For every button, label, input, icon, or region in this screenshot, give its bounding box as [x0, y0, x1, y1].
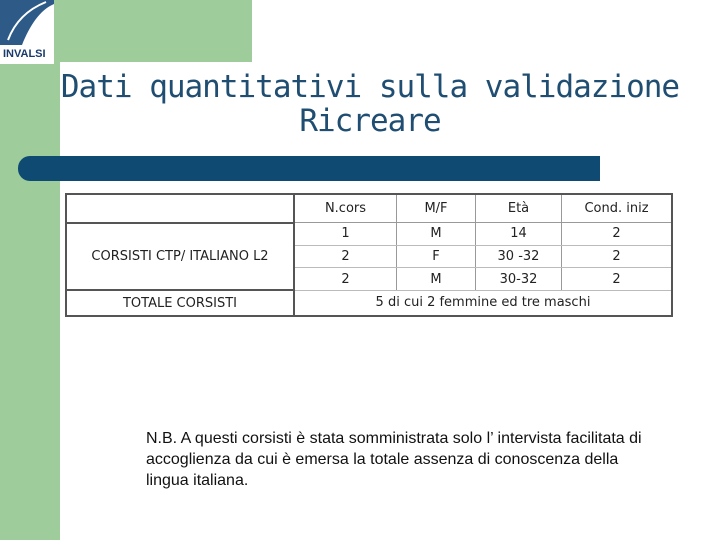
header-empty-cell: [66, 194, 294, 223]
logo-mark-icon: [0, 0, 54, 50]
top-decor-band: [60, 0, 252, 62]
table-cell: 14: [476, 223, 562, 246]
table-cell: M: [397, 268, 476, 291]
table-cell: 2: [562, 268, 673, 291]
table-cell: 2: [562, 223, 673, 246]
table-cell: F: [397, 245, 476, 268]
table-row: [66, 223, 672, 246]
title-line-2: Ricreare: [299, 103, 441, 139]
invalsi-logo: [0, 0, 54, 64]
header-cell: Età: [476, 194, 562, 223]
table-cell: M: [397, 223, 476, 246]
title-divider-bar: [18, 156, 600, 181]
header-cell: M/F: [397, 194, 476, 223]
total-label: TOTALE CORSISTI: [66, 290, 294, 316]
header-cell: Cond. iniz: [562, 194, 673, 223]
table-cell: 2: [294, 245, 397, 268]
table-header-row: [66, 194, 672, 223]
total-value: 5 di cui 2 femmine ed tre maschi: [375, 295, 591, 311]
left-decor-band: [0, 0, 60, 540]
data-table: [65, 193, 673, 317]
header-cell: N.cors: [294, 194, 397, 223]
table-total-row: [66, 290, 672, 316]
page-title: [60, 70, 680, 138]
footnote-text: N.B. A questi corsisti è stata somministrata solo l’ intervista facilitata di accoglienza da cui è emersa la totale assenza di conoscenza della lingua italiana.: [146, 430, 642, 489]
logo-text: INVALSI: [3, 48, 46, 60]
table-cell: 30-32: [476, 268, 562, 291]
table-cell: 2: [562, 245, 673, 268]
group-label: CORSISTI CTP/ ITALIANO L2: [66, 223, 294, 291]
title-line-1: Dati quantitativi sulla validazione: [60, 69, 680, 105]
table-cell: 1: [294, 223, 397, 246]
table-cell: 30 -32: [476, 245, 562, 268]
table-cell: 2: [294, 268, 397, 291]
